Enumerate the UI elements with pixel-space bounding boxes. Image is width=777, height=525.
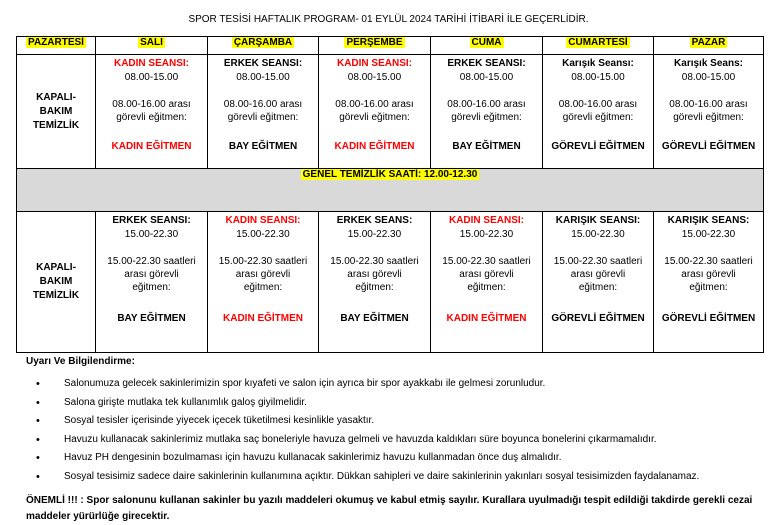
list-item: • Havuzu kullanacak sakinlerimiz mutlaka saç boneleriyle havuza gelmeli ve havuzda kaldıkları süre boyunca bonelerini çıkarmamalıdır. [64,433,766,452]
day-header-monday: PAZARTESİ [17,37,96,55]
list-item: • Sosyal tesisler içerisinde yiyecek içecek tüketilmesi kesinlikle yasaktır. [64,414,766,433]
monday-closed-cell-evening: KAPALI- BAKIM TEMİZLİK [17,212,96,353]
day-header-wednesday: ÇARŞAMBA [208,37,319,55]
page-title: SPOR TESİSİ HAFTALIK PROGRAM- 01 EYLÜL 2024 TARİHİ İTİBARİ İLE GEÇERLİDİR. [188,14,589,25]
evening-cell-saturday: KARIŞIK SEANSI: 15.00-22.30 15.00-22.30 saatleri arası görevli eğitmen: GÖREVLİ EĞİTMEN [543,212,654,353]
morning-cell-saturday: Karışık Seansı: 08.00-15.00 08.00-16.00 arası görevli eğitmen: GÖREVLİ EĞİTMEN [543,55,654,169]
trainer-label: GÖREVLİ EĞİTMEN [661,313,756,324]
list-item: • Salona girişte mutlaka tek kullanımlık galoş giyilmelidir. [64,396,766,415]
trainer-label: KADIN EĞİTMEN [111,141,192,152]
day-header-tuesday: SALI [96,37,208,55]
day-header-thursday: PERŞEMBE [319,37,431,55]
list-item: • Salonumuza gelecek sakinlerimizin spor kıyafeti ve salon için ayrıca bir spor ayakkabı ile gelmesi zorunludur. [64,377,766,396]
evening-cell-tuesday: ERKEK SEANSI: 15.00-22.30 15.00-22.30 saatleri arası görevli eğitmen: BAY EĞİTMEN [96,212,208,353]
important-warning: ÖNEMLİ !!! : Spor salonunu kullanan sakinler bu yazılı maddeleri okumuş ve kabul etmiş sayılır. Kurallara uyulmadığı tespit edildiği takdirde gerekli cezai maddeler yürürlüğe girecektir. [26,495,753,522]
morning-cell-sunday: Karışık Seans: 08.00-15.00 08.00-16.00 arası görevli eğitmen: GÖREVLİ EĞİTMEN [654,55,764,169]
trainer-label: GÖREVLİ EĞİTMEN [661,141,756,152]
trainer-label: GÖREVLİ EĞİTMEN [551,141,645,152]
trainer-label: BAY EĞİTMEN [452,141,521,152]
notes-section [26,356,766,489]
evening-cell-friday: KADIN SEANSI: 15.00-22.30 15.00-22.30 saatleri arası görevli eğitmen: KADIN EĞİTMEN [431,212,543,353]
day-header-sunday: PAZAR [654,37,764,55]
day-header-friday: CUMA [431,37,543,55]
weekly-schedule-table [16,36,764,353]
trainer-label: GÖREVLİ EĞİTMEN [551,313,645,324]
trainer-label: KADIN EĞİTMEN [223,313,303,324]
morning-cell-thursday: KADIN SEANSI: 08.00-15.00 08.00-16.00 arası görevli eğitmen: KADIN EĞİTMEN [319,55,431,169]
evening-cell-wednesday: KADIN SEANSI: 15.00-22.30 15.00-22.30 saatleri arası görevli eğitmen: KADIN EĞİTMEN [208,212,319,353]
trainer-label: BAY EĞİTMEN [340,313,409,324]
day-header-saturday: CUMARTESİ [543,37,654,55]
evening-row [17,212,764,353]
list-item: • Havuz PH dengesinin bozulmaması için havuzu kullanacak sakinlerimiz havuzu kullanmadan önce duş almalıdır. [64,451,766,470]
cleaning-row [17,169,764,212]
notes-list [26,377,766,489]
morning-cell-wednesday: ERKEK SEANSI: 08.00-15.00 08.00-16.00 arası görevli eğitmen: BAY EĞİTMEN [208,55,319,169]
morning-cell-tuesday: KADIN SEANSI: 08.00-15.00 08.00-16.00 arası görevli eğitmen: KADIN EĞİTMEN [96,55,208,169]
trainer-label: BAY EĞİTMEN [117,313,186,324]
morning-row [17,55,764,169]
trainer-label: BAY EĞİTMEN [228,141,298,152]
monday-closed-cell: KAPALI- BAKIM TEMİZLİK [17,55,96,169]
evening-cell-sunday: KARIŞIK SEANS: 15.00-22.30 15.00-22.30 saatleri arası görevli eğitmen: GÖREVLİ EĞİTMEN [654,212,764,353]
list-item: • Sosyal tesisimiz sadece daire sakinlerinin kullanımına açıktır. Dükkan sahipleri ve daire sakinlerinin yakınları sosyal tesisimizden faydalanamaz. [64,470,766,489]
day-header-row [17,37,764,55]
evening-cell-thursday: ERKEK SEANS: 15.00-22.30 15.00-22.30 saatleri arası görevli eğitmen: BAY EĞİTMEN [319,212,431,353]
trainer-label: KADIN EĞİTMEN [446,313,527,324]
trainer-label: KADIN EĞİTMEN [334,141,415,152]
cleaning-time-cell: GENEL TEMİZLİK SAATİ: 12.00-12.30 [17,169,764,212]
morning-cell-friday: ERKEK SEANSI: 08.00-15.00 08.00-16.00 arası görevli eğitmen: BAY EĞİTMEN [431,55,543,169]
notes-title: Uyarı Ve Bilgilendirme: [26,356,135,367]
